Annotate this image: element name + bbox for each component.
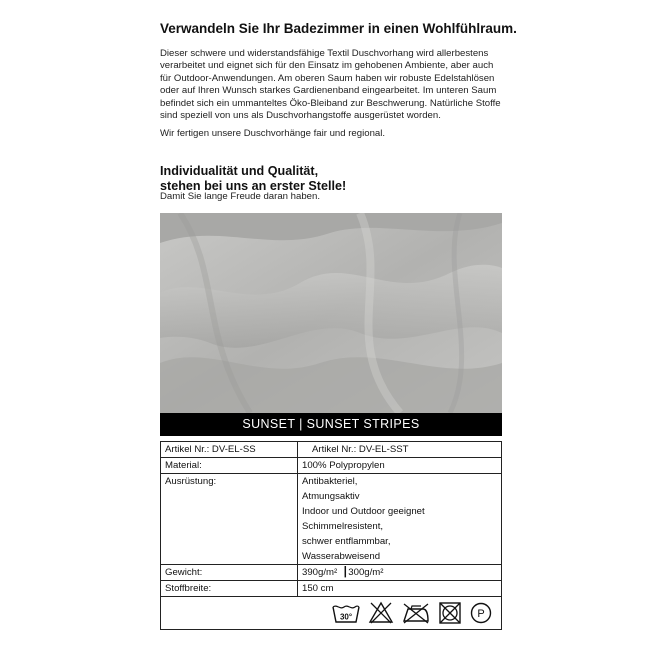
width-label: Stoffbreite: [161, 581, 298, 597]
finish-value: schwer entflammbar, [302, 536, 391, 547]
dry-clean-letter: P [477, 608, 485, 620]
fabric-photo [160, 213, 502, 413]
wash-30-icon [331, 601, 361, 625]
finish-value: Antibakteriel, [302, 476, 358, 487]
quality-subline: Damit Sie lange Freude daran haben. [160, 191, 320, 202]
no-iron-icon [401, 601, 431, 625]
finish-value: Atmungsaktiv [302, 491, 360, 502]
care-symbols [165, 599, 497, 627]
quality-heading-line-2: stehen bei uns an erster Stelle! [160, 178, 347, 193]
no-bleach-icon [368, 601, 394, 625]
fair-production-note: Wir fertigen unsere Duschvorhänge fair und regional. [160, 128, 386, 139]
article-number-sst: Artikel Nr.: DV-EL-SST [298, 442, 502, 458]
finish-value: Schimmelresistent, [302, 521, 384, 532]
page-heading: Verwandeln Sie Ihr Badezimmer in einen Wohlfühlraum. [160, 21, 517, 36]
finish-value: Indoor und Outdoor geeignet [302, 506, 425, 517]
table-row [161, 442, 502, 458]
finish-values [298, 474, 502, 565]
table-row [161, 565, 502, 581]
width-value: 150 cm [298, 581, 502, 597]
weight-value: 390g/m² ┃300g/m² [298, 565, 502, 581]
dry-clean-p-icon [469, 601, 493, 625]
wash-temperature: 30° [339, 612, 353, 622]
table-row [161, 597, 502, 630]
quality-heading [160, 164, 346, 193]
description-paragraph: Dieser schwere und widerstandsfähige Textil Duschvorhang wird allerbestens verarbeitet und eignet sich für den Einsatz im gehobenen Ambiente, aber auch für Outdoor-Anwendungen. Am oberen Saum haben wir robuste Edelstahlösen oder auf Ihren Wunsch starkes Gardienenband eingearbeitet. Im unteren Saum befindet sich ein ummanteltes Öko-Bleiband zur Beschwerung. Natürliche Stoffe sind speziell von uns als Duschvorhangstoffe ausgerüstet worden. [160, 48, 501, 122]
spec-table [160, 441, 502, 630]
finish-value: Wasserabweisend [302, 551, 381, 562]
finish-label: Ausrüstung: [161, 474, 298, 565]
table-row [161, 458, 502, 474]
article-number-ss: Artikel Nr.: DV-EL-SS [161, 442, 298, 458]
material-label: Material: [161, 458, 298, 474]
table-row [161, 474, 502, 565]
product-name-banner: SUNSET | SUNSET STRIPES [160, 413, 502, 436]
no-tumble-dry-icon [438, 601, 462, 625]
table-row [161, 581, 502, 597]
quality-heading-line-1: Individualität und Qualität, [160, 164, 319, 178]
material-value: 100% Polypropylen [298, 458, 502, 474]
weight-label: Gewicht: [161, 565, 298, 581]
care-symbols-cell [161, 597, 502, 630]
